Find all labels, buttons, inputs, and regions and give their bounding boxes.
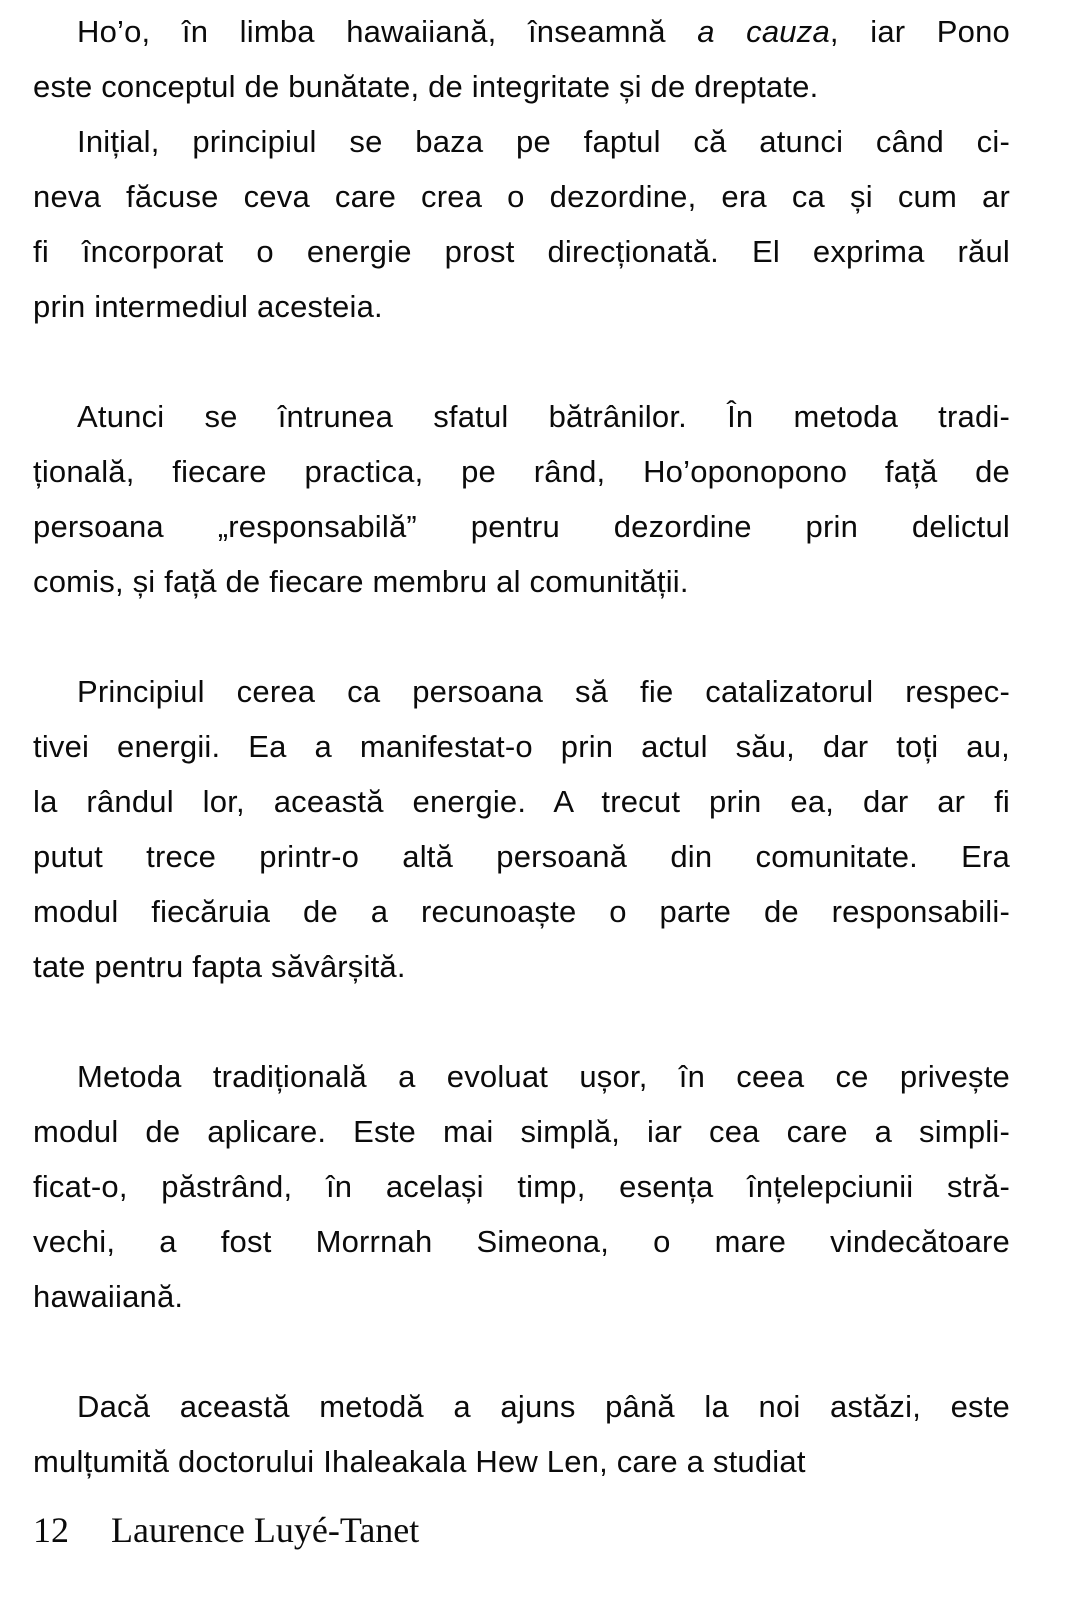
- paragraph: [33, 1379, 1010, 1489]
- paragraph: [33, 389, 1010, 609]
- text-line: tate pentru fapta săvârșită.: [33, 949, 406, 984]
- text-line: Dacă această metodă a ajuns până la noi astăzi, este: [77, 1389, 1010, 1424]
- text-segment: Ho’o, în limba hawaiiană, înseamnă: [77, 14, 698, 49]
- text-line: ficat-o, păstrând, în același timp, esența înțelepciunii stră-: [33, 1169, 1010, 1204]
- text-line: Atunci se întrunea sfatul bătrânilor. În metoda tradi-: [77, 399, 1010, 434]
- text-line: este conceptul de bunătate, de integritate și de dreptate.: [33, 69, 819, 104]
- text-line: la rândul lor, această energie. A trecut prin ea, dar ar fi: [33, 784, 1010, 819]
- page-number: 12: [33, 1510, 69, 1550]
- text-line: prin intermediul acesteia.: [33, 289, 383, 324]
- text-line: țională, fiecare practica, pe rând, Ho’oponopono față de: [33, 454, 1010, 489]
- text-line: persoana „responsabilă” pentru dezordine prin delictul: [33, 509, 1010, 544]
- text-line: putut trece printr-o altă persoană din comunitate. Era: [33, 839, 1010, 874]
- text-line: fi încorporat o energie prost direcționată. El exprima răul: [33, 234, 1010, 269]
- text-line: neva făcuse ceva care crea o dezordine, era ca și cum ar: [33, 179, 1010, 214]
- text-line: hawaiiană.: [33, 1279, 184, 1314]
- text-line: Inițial, principiul se baza pe faptul că atunci când ci-: [77, 124, 1010, 159]
- author-name: Laurence Luyé-Tanet: [111, 1510, 420, 1550]
- paragraph: [33, 4, 1010, 114]
- text-line: [33, 4, 1010, 59]
- text-line: mulțumită doctorului Ihaleakala Hew Len, care a studiat: [33, 1444, 806, 1479]
- paragraph: [33, 114, 1010, 334]
- footer: [33, 1503, 419, 1558]
- text-line: Metoda tradițională a evoluat ușor, în ceea ce privește: [77, 1059, 1010, 1094]
- text-line: Principiul cerea ca persoana să fie catalizatorul respec-: [77, 674, 1010, 709]
- text-line: modul de aplicare. Este mai simplă, iar cea care a simpli-: [33, 1114, 1010, 1149]
- text-line: comis, și față de fiecare membru al comunității.: [33, 564, 689, 599]
- paragraph: [33, 664, 1010, 994]
- text-line: tivei energii. Ea a manifestat-o prin actul său, dar toți au,: [33, 729, 1010, 764]
- text-column: [33, 4, 1010, 1489]
- text-line: modul fiecăruia de a recunoaște o parte de responsabili-: [33, 894, 1010, 929]
- text-line: vechi, a fost Morrnah Simeona, o mare vindecătoare: [33, 1224, 1010, 1259]
- italic-phrase: a cauza: [697, 14, 830, 49]
- text-segment: , iar Pono: [829, 14, 1010, 49]
- paragraph: [33, 1049, 1010, 1324]
